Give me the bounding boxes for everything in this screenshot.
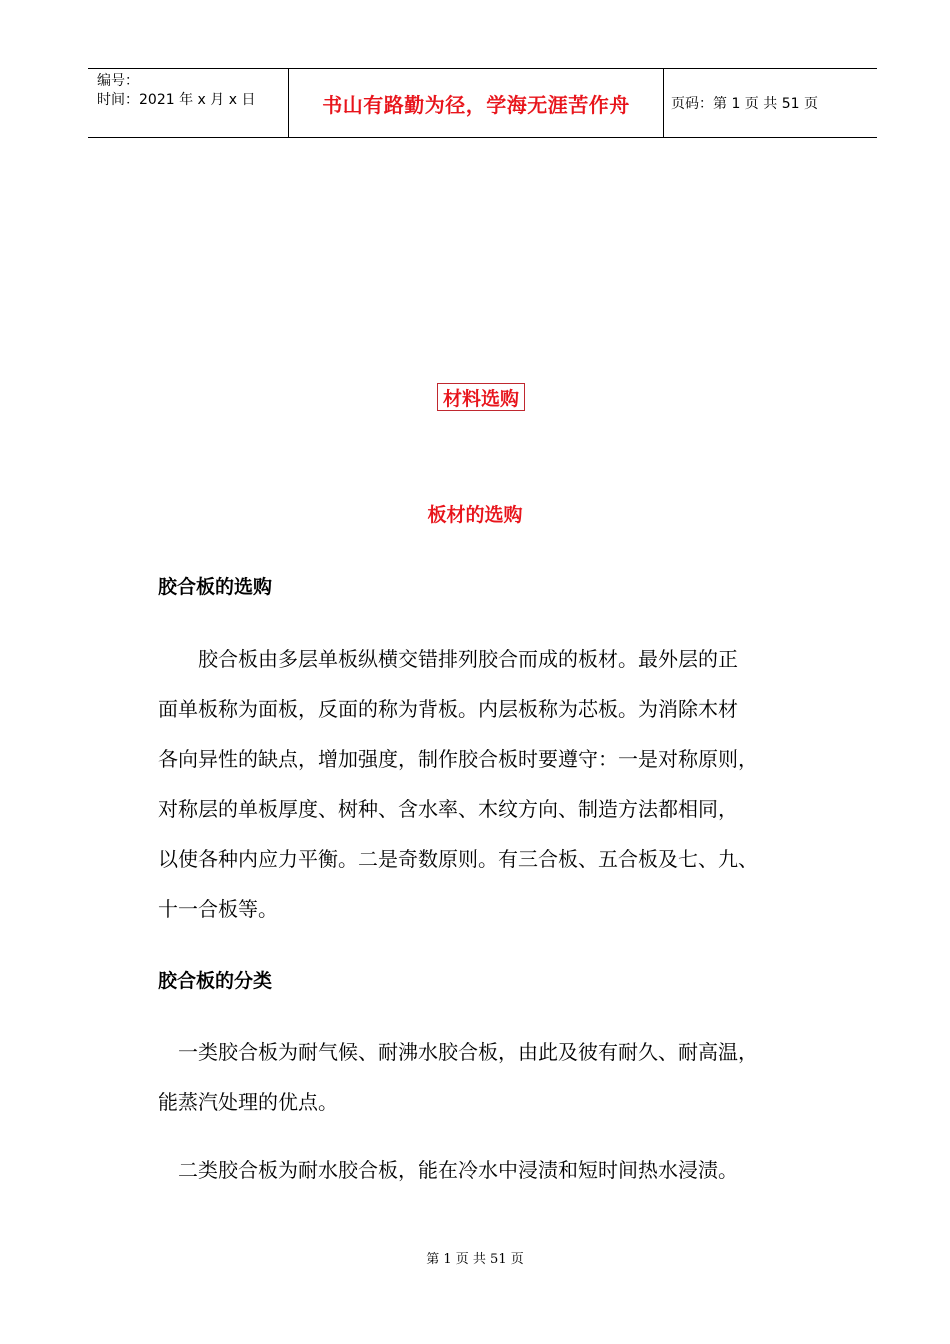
paragraph-line: 以使各种内应力平衡。二是奇数原则。有三合板、五合板及七、九、	[158, 847, 758, 871]
paragraph-line: 面单板称为面板，反面的称为背板。内层板称为芯板。为消除木材	[158, 697, 738, 721]
document-subtitle: 板材的选购	[427, 504, 523, 526]
paragraph-line: 十一合板等。	[158, 897, 278, 921]
header-meta	[88, 69, 288, 137]
section-paragraph	[158, 1027, 838, 1127]
paragraph-line: 一类胶合板为耐气候、耐沸水胶合板，由此及彼有耐久、耐高温，	[158, 1040, 758, 1064]
paragraph-line: 能蒸汽处理的优点。	[158, 1090, 338, 1114]
section-paragraph	[158, 1145, 838, 1195]
document-title: 材料选购	[437, 383, 525, 411]
header-motto: 书山有路勤为径，学海无涯苦作舟	[322, 92, 630, 117]
header-motto-cell	[288, 69, 664, 137]
header-page-cell	[663, 69, 877, 137]
section-heading: 胶合板的分类	[158, 970, 273, 992]
serial-label: 编号：	[97, 73, 139, 89]
paragraph-line: 胶合板由多层单板纵横交错排列胶合而成的板材。最外层的正	[158, 647, 738, 671]
section-paragraph	[158, 634, 838, 934]
paragraph-line: 二类胶合板为耐水胶合板，能在冷水中浸渍和短时间热水浸渍。	[158, 1158, 738, 1182]
section-heading: 胶合板的选购	[158, 576, 273, 598]
page-footer: 第 1 页 共 51 页	[426, 1252, 524, 1267]
paragraph-line: 各向异性的缺点，增加强度，制作胶合板时要遵守：一是对称原则，	[158, 747, 758, 771]
header-page-code: 页码：第 1 页 共 51 页	[671, 96, 818, 112]
paragraph-line: 对称层的单板厚度、树种、含水率、木纹方向、制造方法都相同，	[158, 797, 738, 821]
time-label: 时间：2021 年 x 月 x 日	[97, 92, 256, 108]
page-header	[88, 68, 877, 138]
